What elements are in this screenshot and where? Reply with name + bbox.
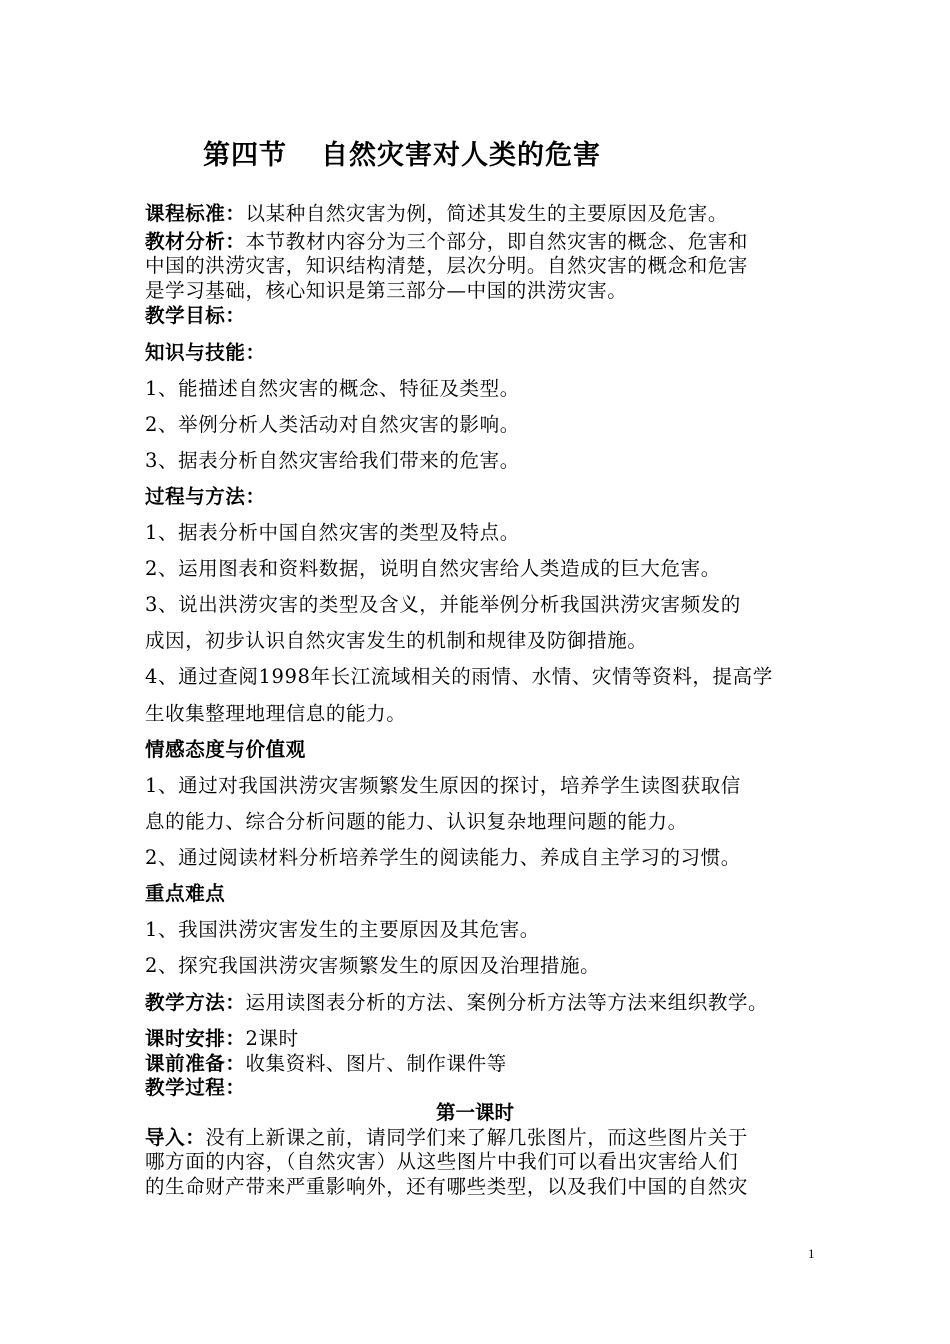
section-name: 自然灾害对人类的危害 <box>321 140 601 171</box>
key-point-1: 1、我国洪涝灾害发生的主要原因及其危害。 <box>145 918 540 941</box>
process-line-4: 成因，初步认识自然灾害发生的机制和规律及防御措施。 <box>145 629 648 652</box>
key-points-heading: 重点难点 <box>145 882 226 905</box>
process-line-6: 生收集整理地理信息的能力。 <box>145 702 407 725</box>
process-line-3: 3、说出洪涝灾害的类型及含义，并能举例分析我国洪涝灾害频发的 <box>145 593 741 616</box>
knowledge-item-3: 3、据表分析自然灾害给我们带来的危害。 <box>145 449 520 472</box>
page-number: 1 <box>808 1246 815 1261</box>
course-standard-text: 以某种自然灾害为例，简述其发生的主要原因及危害。 <box>245 202 728 225</box>
lesson-heading: 第一课时 <box>435 1101 514 1124</box>
material-analysis-label: 教材分析： <box>145 230 246 253</box>
knowledge-item-2: 2、举例分析人类活动对自然灾害的影响。 <box>145 413 520 436</box>
teaching-method <box>145 987 768 1015</box>
knowledge-heading: 知识与技能： <box>145 341 266 364</box>
process-line-5: 4、通过查阅1998年长江流域相关的雨情、水情、灾情等资料，提高学 <box>145 665 773 688</box>
teaching-method-text: 运用读图表分析的方法、案例分析方法等方法来组织教学。 <box>245 991 769 1014</box>
intro-line3: 的生命财产带来严重影响外，还有哪些类型，以及我们中国的自然灾 <box>145 1175 749 1198</box>
class-schedule-label: 课时安排： <box>145 1027 246 1050</box>
course-standard-label: 课程标准： <box>145 202 246 225</box>
intro-line2: 哪方面的内容，（自然灾害）从这些图片中我们可以看出灾害给人们 <box>145 1150 739 1173</box>
emotion-line-1: 1、通过对我国洪涝灾害频繁发生原因的探讨，培养学生读图获取信 <box>145 774 741 797</box>
procedure-heading: 教学过程： <box>145 1076 246 1099</box>
preparation-text: 收集资料、图片、制作课件等 <box>245 1052 507 1075</box>
class-schedule <box>145 1023 299 1051</box>
teaching-method-label: 教学方法： <box>145 991 246 1014</box>
emotion-line-2: 息的能力、综合分析问题的能力、认识复杂地理问题的能力。 <box>145 810 688 833</box>
course-standard <box>145 198 728 226</box>
page-title <box>203 133 601 172</box>
key-point-2: 2、探究我国洪涝灾害频繁发生的原因及治理措施。 <box>145 954 601 977</box>
intro-text: 没有上新课之前，请同学们来了解几张图片，而这些图片关于 <box>205 1126 749 1149</box>
material-analysis-line3: 是学习基础，核心知识是第三部分—中国的洪涝灾害。 <box>145 279 628 302</box>
section-number: 第四节 <box>203 140 287 171</box>
emotion-line-3: 2、通过阅读材料分析培养学生的阅读能力、养成自主学习的习惯。 <box>145 846 741 869</box>
process-line-1: 1、据表分析中国自然灾害的类型及特点。 <box>145 521 520 544</box>
preparation-label: 课前准备： <box>145 1052 246 1075</box>
process-heading: 过程与方法： <box>145 485 266 508</box>
knowledge-item-1: 1、能描述自然灾害的概念、特征及类型。 <box>145 377 520 400</box>
intro-label: 导入： <box>145 1126 206 1149</box>
process-line-2: 2、运用图表和资料数据，说明自然灾害给人类造成的巨大危害。 <box>145 557 721 580</box>
emotion-heading: 情感态度与价值观 <box>145 738 306 761</box>
material-analysis-text: 本节教材内容分为三个部分，即自然灾害的概念、危害和 <box>245 230 749 253</box>
goals-heading: 教学目标： <box>145 304 246 327</box>
material-analysis-line2: 中国的洪涝灾害，知识结构清楚，层次分明。自然灾害的概念和危害 <box>145 254 749 277</box>
class-schedule-text: 2课时 <box>245 1027 299 1050</box>
